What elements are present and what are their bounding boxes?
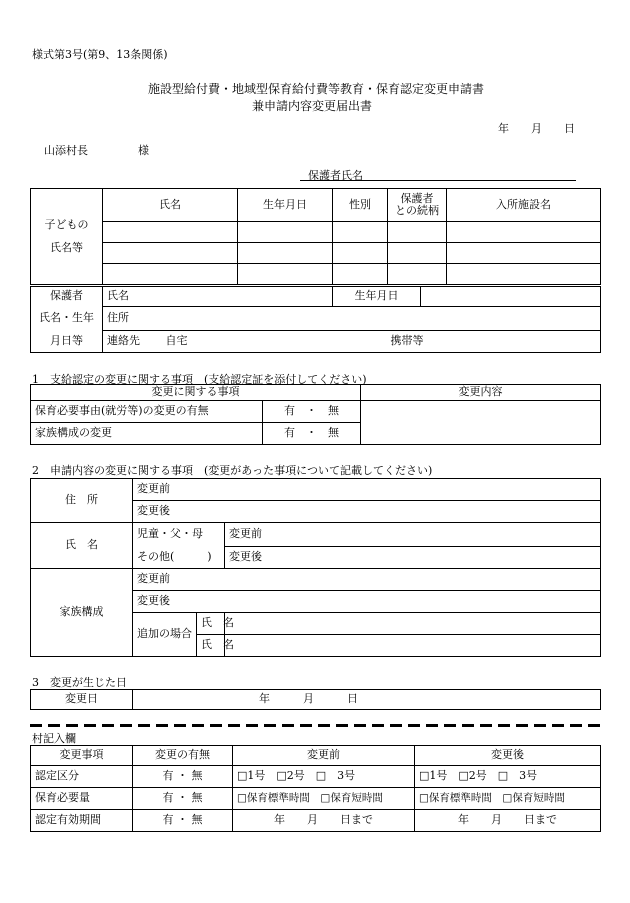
section1-header-matter: 変更に関する事項 <box>31 385 361 401</box>
office-row-item: 認定区分 <box>31 766 133 788</box>
section1-content-cell[interactable] <box>361 401 601 445</box>
office-row-after[interactable]: □1号 □2号 □ 3号 <box>415 766 601 788</box>
name-who[interactable]: 児童・父・母 <box>133 523 225 547</box>
header-sex: 性別 <box>333 189 388 222</box>
office-row-before[interactable]: 年 月 日まで <box>233 810 415 832</box>
child-facility-cell[interactable] <box>447 222 601 243</box>
office-title: 村記入欄 <box>32 732 76 745</box>
guardian-table <box>30 286 601 353</box>
office-header-item: 変更事項 <box>31 746 133 766</box>
office-header-after: 変更後 <box>415 746 601 766</box>
child-facility-cell[interactable] <box>447 243 601 264</box>
guardian-name[interactable]: 氏名 <box>103 287 333 307</box>
guardian-name-underline[interactable] <box>300 180 576 181</box>
child-sex-cell[interactable] <box>333 264 388 285</box>
section2-family-label: 家族構成 <box>31 569 133 657</box>
add-case-label: 追加の場合 <box>133 613 197 657</box>
add-name-value[interactable] <box>225 613 601 635</box>
date-line: 年 月 日 <box>498 122 575 135</box>
name-before[interactable]: 変更前 <box>225 523 601 547</box>
section1-row-choice[interactable]: 有 ・ 無 <box>263 423 361 445</box>
header-relationship: 保護者 との続柄 <box>388 189 447 222</box>
guardian-birth-label: 生年月日 <box>333 287 421 307</box>
header-child-name: 氏名 <box>103 189 238 222</box>
guardian-birth-value[interactable] <box>421 287 601 307</box>
office-row-after[interactable]: □保育標準時間 □保育短時間 <box>415 788 601 810</box>
header-birthdate: 生年月日 <box>238 189 333 222</box>
office-row-yn[interactable]: 有 ・ 無 <box>133 766 233 788</box>
form-subtitle: 兼申請内容変更届出書 <box>252 99 373 113</box>
address-after[interactable]: 変更後 <box>133 501 601 523</box>
family-after[interactable]: 変更後 <box>133 591 601 613</box>
name-other[interactable]: その他( ) <box>133 547 225 569</box>
section2-name-label: 氏 名 <box>31 523 133 569</box>
child-birth-cell[interactable] <box>238 264 333 285</box>
office-row-item: 認定有効期間 <box>31 810 133 832</box>
child-sex-cell[interactable] <box>333 243 388 264</box>
addressee: 山添村長 <box>44 144 88 157</box>
office-row-yn[interactable]: 有 ・ 無 <box>133 810 233 832</box>
child-rel-cell[interactable] <box>388 264 447 285</box>
address-before[interactable]: 変更前 <box>133 479 601 501</box>
form-title: 施設型給付費・地域型保育給付費等教育・保育認定変更申請書 <box>148 82 485 96</box>
section2-address-label: 住 所 <box>31 479 133 523</box>
office-row-yn[interactable]: 有 ・ 無 <box>133 788 233 810</box>
section1-row-choice[interactable]: 有 ・ 無 <box>263 401 361 423</box>
section2-title: 2 申請内容の変更に関する事項 (変更があった事項について記載してください) <box>32 464 433 477</box>
guardian-address[interactable]: 住所 <box>103 307 601 331</box>
section1-row-label: 保育必要事由(就労等)の変更の有無 <box>31 401 263 423</box>
add-name-label: 氏 名 <box>197 635 225 657</box>
office-row-before[interactable]: □1号 □2号 □ 3号 <box>233 766 415 788</box>
office-table <box>30 745 601 832</box>
section2-table <box>30 478 601 657</box>
addressee-suffix: 様 <box>138 144 149 157</box>
child-facility-cell[interactable] <box>447 264 601 285</box>
guardian-contact[interactable]: 連絡先 自宅 携帯等 <box>103 331 601 353</box>
change-date-value[interactable]: 年 月 日 <box>133 690 601 710</box>
form-number: 様式第3号(第9、13条関係) <box>32 48 168 61</box>
section1-header-content: 変更内容 <box>361 385 601 401</box>
header-facility: 入所施設名 <box>447 189 601 222</box>
section1-title: 1 支給認定の変更に関する事項 (支給認定証を添付してください) <box>32 373 367 386</box>
family-before[interactable]: 変更前 <box>133 569 601 591</box>
child-sex-cell[interactable] <box>333 222 388 243</box>
change-date-label: 変更日 <box>31 690 133 710</box>
child-name-cell[interactable] <box>103 243 238 264</box>
child-rel-cell[interactable] <box>388 243 447 264</box>
child-name-cell[interactable] <box>103 264 238 285</box>
child-rel-cell[interactable] <box>388 222 447 243</box>
office-header-before: 変更前 <box>233 746 415 766</box>
child-birth-cell[interactable] <box>238 222 333 243</box>
children-table <box>30 188 601 285</box>
add-name-value[interactable] <box>225 635 601 657</box>
office-header-yn: 変更の有無 <box>133 746 233 766</box>
office-row-item: 保育必要量 <box>31 788 133 810</box>
section3-title: 3 変更が生じた日 <box>32 676 127 689</box>
section1-row-label: 家族構成の変更 <box>31 423 263 445</box>
children-section-label: 子どもの 氏名等 <box>31 189 103 285</box>
name-after[interactable]: 変更後 <box>225 547 601 569</box>
cut-line <box>30 724 600 727</box>
guardian-name-label: 保護者氏名 <box>308 169 363 182</box>
child-birth-cell[interactable] <box>238 243 333 264</box>
add-name-label: 氏 名 <box>197 613 225 635</box>
office-row-after[interactable]: 年 月 日まで <box>415 810 601 832</box>
section3-table <box>30 689 601 710</box>
child-name-cell[interactable] <box>103 222 238 243</box>
guardian-label-3: 月日等 <box>31 331 103 353</box>
guardian-label-2: 氏名・生年 <box>31 307 103 331</box>
guardian-label-1: 保護者 <box>31 287 103 307</box>
section1-table <box>30 384 601 445</box>
office-row-before[interactable]: □保育標準時間 □保育短時間 <box>233 788 415 810</box>
